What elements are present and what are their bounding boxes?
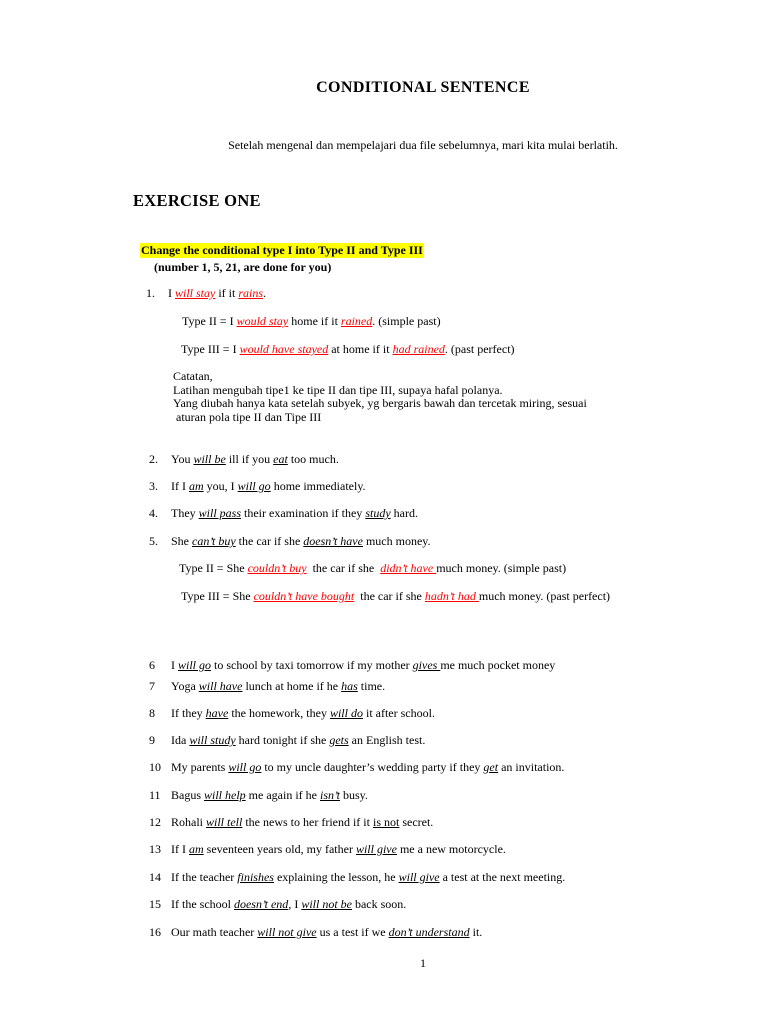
item-number: 12 <box>149 815 161 829</box>
text: hard. <box>390 506 418 520</box>
text: me a new motorcycle. <box>396 842 506 856</box>
verb-main: can’t buy <box>192 534 236 548</box>
text: I <box>168 286 175 300</box>
text: Yoga <box>171 679 199 693</box>
text: too much. <box>287 452 339 466</box>
verb-if: am <box>189 479 204 493</box>
item-number: 2. <box>149 452 158 466</box>
item-number: 1. <box>146 286 155 300</box>
item1-type2 <box>182 314 441 329</box>
list-item <box>149 788 368 803</box>
text: You <box>171 452 194 466</box>
text: us a test if we <box>316 925 389 939</box>
instruction-highlight: Change the conditional type I into Type II and Type III <box>141 243 423 257</box>
verb-main: will help <box>204 788 246 802</box>
text: to school by taxi tomorrow if my mother <box>211 658 413 672</box>
exercise-heading: EXERCISE ONE <box>133 191 261 210</box>
item-number: 11 <box>149 788 161 802</box>
verb-if: rains <box>238 286 264 300</box>
verb-if: eat <box>273 452 288 466</box>
item-number: 15 <box>149 897 161 911</box>
verb-main: will go <box>178 658 212 672</box>
list-item <box>149 679 385 694</box>
verb-if: gives <box>412 658 441 672</box>
verb-main: will go <box>228 760 262 774</box>
text: back soon. <box>351 897 407 911</box>
list-item <box>149 706 435 721</box>
text: the homework, they <box>228 706 330 720</box>
text: , I <box>288 897 302 911</box>
verb-if: rained <box>340 314 373 328</box>
text: Our math teacher <box>171 925 258 939</box>
text: the car if she <box>306 561 381 575</box>
text: Type III = I <box>181 342 240 356</box>
verb-if: hadn’t had <box>424 589 479 603</box>
verb-if: doesn’t have <box>303 534 363 548</box>
verb-main: will go <box>237 479 271 493</box>
verb-if: finishes <box>237 870 274 884</box>
text: time. <box>357 679 386 693</box>
note-line: Yang diubah hanya kata setelah subyek, yg bergaris bawah dan tercetak miring, sesuai <box>173 396 587 410</box>
item-number: 7 <box>149 679 155 693</box>
verb-if: get <box>483 760 499 774</box>
verb-main: will give <box>398 870 440 884</box>
text: She <box>171 534 192 548</box>
text: explaining the lesson, he <box>273 870 399 884</box>
text: me again if he <box>245 788 320 802</box>
text: Ida <box>171 733 190 747</box>
list-item <box>149 534 431 549</box>
text: the car if she <box>354 589 425 603</box>
verb-main: will have <box>198 679 243 693</box>
item1-type3 <box>181 342 515 357</box>
text: home if it <box>288 314 341 328</box>
list-item <box>149 870 565 885</box>
verb-main: would have stayed <box>239 342 329 356</box>
item-number: 8 <box>149 706 155 720</box>
text: to my uncle daughter’s wedding party if they <box>261 760 484 774</box>
verb-if: has <box>341 679 358 693</box>
item-number: 16 <box>149 925 161 939</box>
verb-main: will not give <box>257 925 317 939</box>
item5-type3 <box>181 589 610 604</box>
text: the news to her friend if it <box>242 815 373 829</box>
text: If the school <box>171 897 234 911</box>
item-number: 6 <box>149 658 155 672</box>
note-line: Latihan mengubah tipe1 ke tipe II dan tipe III, supaya hafal polanya. <box>173 382 503 397</box>
text: their examination if they <box>241 506 366 520</box>
verb-main: couldn’t buy <box>247 561 307 575</box>
note-line: aturan pola tipe II dan Tipe III <box>173 409 322 424</box>
text: if it <box>215 286 239 300</box>
verb-main: will give <box>355 842 397 856</box>
text: an invitation. <box>498 760 565 774</box>
text: My parents <box>171 760 229 774</box>
text: hard tonight if she <box>235 733 330 747</box>
text: home immediately. <box>270 479 366 493</box>
text: much money. <box>362 534 431 548</box>
verb-main: will not be <box>301 897 352 911</box>
page-title: CONDITIONAL SENTENCE <box>316 79 530 96</box>
item-number: 9 <box>149 733 155 747</box>
list-item <box>149 658 555 673</box>
text: Bagus <box>171 788 204 802</box>
note-block <box>173 370 587 424</box>
verb-if: isn’t <box>319 788 340 802</box>
verb-main: couldn’t have bought <box>253 589 355 603</box>
text: Type II = I <box>182 314 237 328</box>
instruction-note: (number 1, 5, 21, are done for you) <box>154 260 332 274</box>
list-item <box>149 842 506 857</box>
list-item <box>149 452 339 467</box>
verb-if: didn’t have <box>380 561 437 575</box>
item-number: 3. <box>149 479 158 493</box>
verb-if: am <box>189 842 204 856</box>
verb-if: have <box>205 706 229 720</box>
text: you, I <box>203 479 238 493</box>
text: it. <box>469 925 483 939</box>
text: much money. (simple past) <box>436 561 567 575</box>
verb-if: gets <box>329 733 349 747</box>
text: seventeen years old, my father <box>203 842 356 856</box>
list-item <box>146 286 266 301</box>
page-number: 1 <box>420 956 426 970</box>
item-number: 4. <box>149 506 158 520</box>
list-item <box>149 506 418 521</box>
item-number: 13 <box>149 842 161 856</box>
verb-if: is not <box>372 815 400 829</box>
text: . <box>263 286 267 300</box>
verb-main: will tell <box>206 815 243 829</box>
text: ill if you <box>225 452 274 466</box>
item-number: 5. <box>149 534 158 548</box>
verb-if: don’t understand <box>388 925 470 939</box>
text: me much pocket money <box>440 658 556 672</box>
text: If they <box>171 706 206 720</box>
verb-main: will study <box>189 733 236 747</box>
note-line: Catatan, <box>173 369 213 383</box>
verb-main: will stay <box>175 286 216 300</box>
text: . (simple past) <box>372 314 441 328</box>
list-item <box>149 925 482 940</box>
list-item <box>149 897 406 912</box>
verb-if: doesn’t end <box>233 897 289 911</box>
verb-if: study <box>365 506 391 520</box>
text: at home if it <box>328 342 393 356</box>
list-item <box>149 479 366 494</box>
text: If I <box>171 842 189 856</box>
list-item <box>149 760 564 775</box>
text: an English test. <box>348 733 426 747</box>
text: busy. <box>340 788 368 802</box>
text: a test at the next meeting. <box>439 870 566 884</box>
text: Type II = She <box>179 561 248 575</box>
intro-text: Setelah mengenal dan mempelajari dua file sebelumnya, mari kita mulai berlatih. <box>228 138 618 152</box>
text: I <box>171 658 178 672</box>
text: If the teacher <box>171 870 238 884</box>
text: lunch at home if he <box>242 679 342 693</box>
verb-main: would stay <box>236 314 289 328</box>
item5-type2 <box>179 561 566 576</box>
text: Rohali <box>171 815 206 829</box>
text: it after school. <box>362 706 435 720</box>
text: secret. <box>399 815 434 829</box>
verb-main: will be <box>193 452 226 466</box>
item-number: 14 <box>149 870 161 884</box>
item-number: 10 <box>149 760 161 774</box>
list-item <box>149 815 433 830</box>
list-item <box>149 733 425 748</box>
text: much money. (past perfect) <box>478 589 611 603</box>
text: the car if she <box>235 534 304 548</box>
text: . (past perfect) <box>444 342 515 356</box>
verb-main: will do <box>329 706 363 720</box>
text: Type III = She <box>181 589 254 603</box>
verb-if: had rained <box>392 342 445 356</box>
verb-main: will pass <box>198 506 242 520</box>
text: They <box>171 506 199 520</box>
text: If I <box>171 479 189 493</box>
